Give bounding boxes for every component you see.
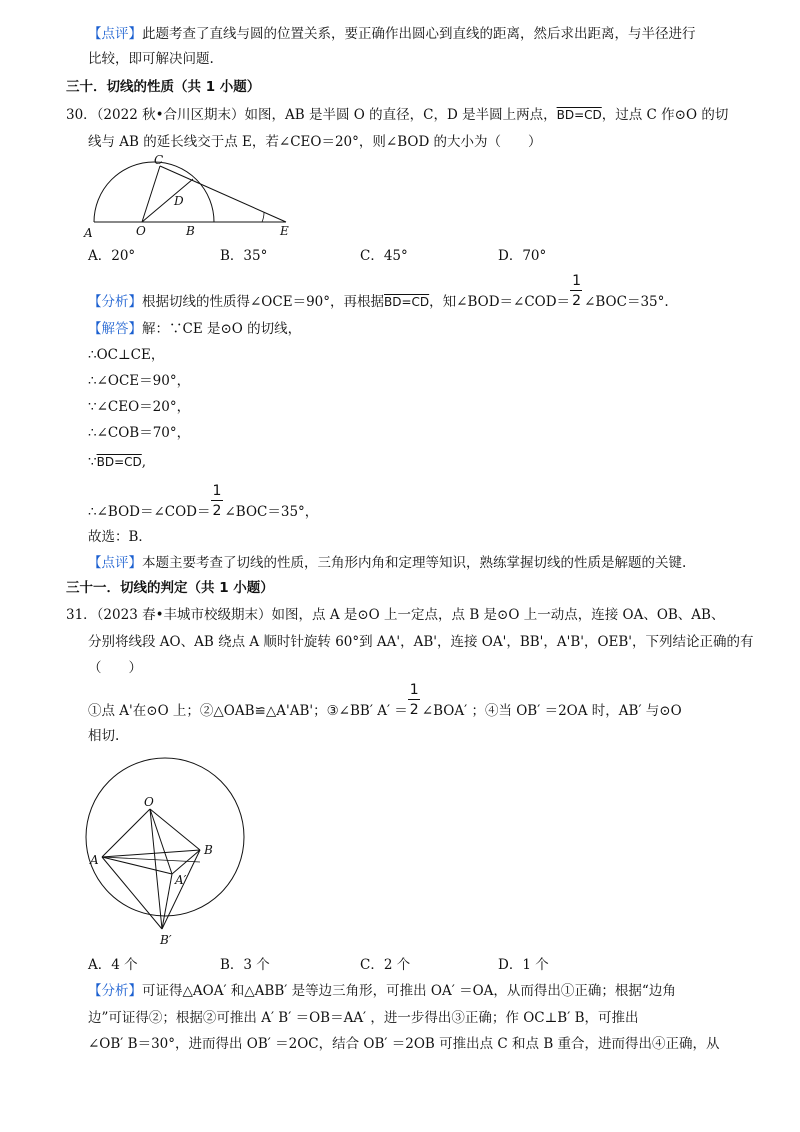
segment-ob: [150, 809, 200, 850]
semicircle-arc: [94, 162, 214, 222]
arc-equality: BD=CD: [556, 108, 602, 122]
analysis-arc: BD=CD: [384, 295, 430, 309]
semicircle-figure: [82, 155, 312, 240]
analysis-text-b: ，知∠BOD＝∠COD＝: [429, 294, 571, 310]
analysis-line2: 边”可证得②；根据②可推出 A′ B′ ＝OB＝AA′ ，进一步得出③正确；作 OC⊥B′ B，可推出: [88, 1010, 639, 1026]
analysis-text-c: ∠BOC＝35°.: [584, 294, 669, 310]
segment-a1b1: [162, 874, 172, 929]
comment-continuation: 比较，即可解决问题.: [88, 51, 214, 67]
circle-o: [86, 758, 244, 916]
fraction-half: $\frac{1}{2}$: [572, 272, 581, 309]
angle-mark: [262, 212, 264, 222]
segment-aa1: [102, 857, 172, 874]
segment-od: [142, 179, 193, 222]
q30-option-b: B．35°: [220, 248, 268, 264]
q31-option-a: A．4 个: [88, 957, 138, 973]
q31-conclusions: ①点 A'在⊙O 上；②△OAB≌△A'AB'；③∠BB′ A′ ＝ $\frac{1}{2}$ ∠BOA′ ；④当 OB′ ＝2OA 时，AB′ 与⊙O: [88, 701, 682, 722]
step-5: ∵BD=CD,: [88, 454, 147, 470]
section-heading-30: 三十．切线的性质（共 1 小题）: [66, 79, 261, 95]
q31-option-c: C．2 个: [360, 957, 411, 973]
label-e: E: [280, 224, 289, 238]
segment-oa: [102, 809, 150, 857]
step-3: ∵∠CEO＝20°，: [88, 399, 191, 415]
a31-analysis: [88, 981, 676, 1001]
step-6: ∴∠BOD＝∠COD＝ $\frac{1}{2}$ ∠BOC＝35°，: [88, 502, 318, 523]
q31-line1: 31．（2023 春•丰城市校级期末）如图，点 A 是⊙O 上一定点，点 B 是⊙O 上一动点，连接 OA、OB、AB、: [66, 607, 725, 623]
comment-tag: 【点评】: [88, 26, 142, 42]
analysis-text-a: 根据切线的性质得∠OCE＝90°，再根据: [142, 294, 384, 310]
solution-text: 解：∵CE 是⊙O 的切线，: [142, 321, 302, 337]
label-b: B: [204, 843, 213, 857]
segment-a-extra: [102, 857, 200, 862]
label-a: A: [90, 853, 99, 867]
q31-option-d: D．1 个: [498, 957, 549, 973]
q30-option-d: D．70°: [498, 248, 547, 264]
q30-option-c: C．45°: [360, 248, 408, 264]
step-4: ∴∠COB＝70°，: [88, 425, 191, 441]
analysis-tag: 【分析】: [88, 983, 142, 999]
segment-ab: [102, 850, 200, 857]
comment-text: 此题考查了直线与圆的位置关系，要正确作出圆心到直线的距离，然后求出距离，与半径进行: [142, 26, 696, 42]
comment-text: 本题主要考查了切线的性质，三角形内角和定理等知识，熟练掌握切线的性质是解题的关键.: [142, 555, 687, 571]
label-a: A: [84, 226, 93, 240]
a30-comment: [88, 553, 686, 573]
section-heading-31: 三十一．切线的判定（共 1 小题）: [66, 580, 274, 596]
label-o: O: [144, 795, 154, 809]
label-b: B: [186, 224, 195, 238]
label-b-prime: B′: [160, 933, 172, 947]
step-1: ∴OC⊥CE，: [88, 347, 165, 363]
q31-conclusions-cont: 相切.: [88, 728, 120, 744]
q31-line2: 分别将线段 AO、AB 绕点 A 顺时针旋转 60°到 AA'，AB'，连接 OA'，BB'，A'B'，OEB'，下列结论正确的有: [88, 634, 754, 650]
q30-line1: [66, 105, 728, 125]
q31-option-b: B．3 个: [220, 957, 270, 973]
label-c: C: [154, 155, 164, 167]
fraction-half: $\frac{1}{2}$: [409, 681, 419, 718]
comment-tag: 【点评】: [88, 555, 142, 571]
analysis-line1: 可证得△AOA′ 和△ABB′ 是等边三角形，可推出 OA′ ＝OA，从而得出①正确；根据“边角: [142, 983, 676, 999]
comment-line: [88, 24, 696, 44]
step5-arc: BD=CD: [96, 455, 142, 469]
circle-figure: [80, 752, 250, 952]
q30-option-a: A．20°: [88, 248, 136, 264]
label-o: O: [136, 224, 146, 238]
analysis-line3: ∠OB′ B＝30°，进而得出 OB′ ＝2OC，结合 OB′ ＝2OB 可推出点 C 和点 B 重合，进而得出④正确，从: [88, 1036, 720, 1052]
solution-tag: 【解答】: [88, 321, 142, 337]
label-a-prime: A′: [175, 873, 187, 887]
step-2: ∴∠OCE＝90°，: [88, 373, 191, 389]
analysis-tag: 【分析】: [88, 294, 142, 310]
segment-oc: [142, 166, 160, 222]
q30-text-b: ，过点 C 作⊙O 的切: [601, 107, 729, 123]
label-d: D: [174, 194, 184, 208]
segment-ab1: [102, 857, 162, 929]
a30-analysis: [88, 272, 669, 313]
fraction-half: $\frac{1}{2}$: [212, 482, 222, 519]
q30-line2: 线与 AB 的延长线交于点 E，若∠CEO＝20°，则∠BOD 的大小为（ ）: [88, 134, 542, 150]
q31-line3: （ ）: [88, 660, 142, 676]
q30-text-a: 30．（2022 秋•合川区期末）如图，AB 是半圆 O 的直径，C，D 是半圆上两点，: [66, 107, 557, 123]
choice-b: 故选：B．: [88, 529, 152, 545]
a30-solution: [88, 319, 301, 339]
